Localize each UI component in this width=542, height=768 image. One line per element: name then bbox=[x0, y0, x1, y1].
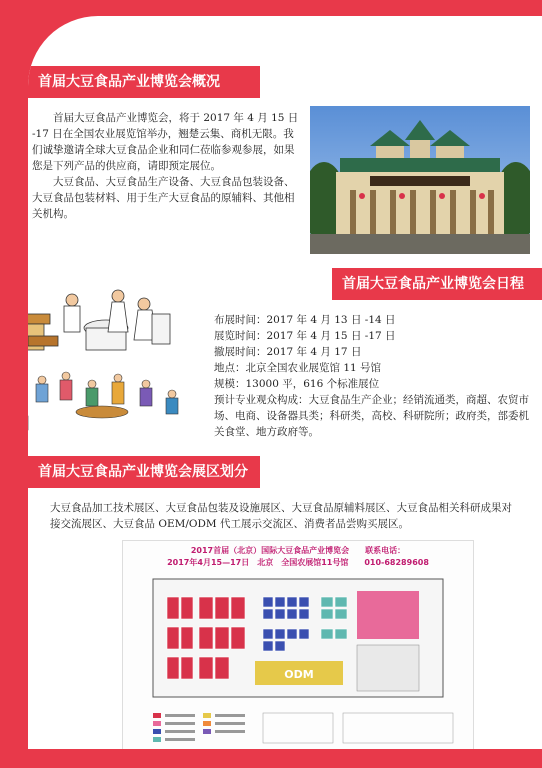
floor-plan-title: 2017首届（北京）国际大豆食品产业博览会 联系电话： bbox=[190, 546, 406, 555]
floor-plan-legend bbox=[153, 713, 453, 743]
schedule-teardown-time: 撤展时间：2017 年 4 月 17 日 bbox=[214, 346, 362, 358]
floor-plan-subtitle: 2017年4月15—17日 北京 全国农展馆11号馆 010-68289608 bbox=[167, 558, 429, 567]
schedule-exhibition-time: 展览时间：2017 年 4 月 15 日 -17 日 bbox=[214, 330, 396, 342]
overview-heading: 首届大豆食品产业博览会概况 bbox=[28, 66, 260, 98]
odm-zone-label: ODM bbox=[284, 668, 314, 681]
schedule-audience: 预计专业观众构成：大豆食品生产企业；经销流通类，商超、农贸市场、电商、设备器具类；科研类，高校、科研院所；政府类，部委机关食堂、地方政府等。 bbox=[214, 394, 529, 438]
tofu-making-illustration bbox=[28, 284, 192, 439]
overview-paragraph-2: 大豆食品、大豆食品生产设备、大豆食品包装设备、大豆食品包装材料、用于生产大豆食品的原辅料、其他相关机构。 bbox=[32, 176, 295, 220]
zones-heading: 首届大豆食品产业博览会展区划分 bbox=[28, 456, 260, 488]
zones-paragraph: 大豆食品加工技术展区、大豆食品包装及设施展区、大豆食品原辅料展区、大豆食品相关科研成果对接交流展区、大豆食品 OEM/ODM 代工展示交流区、消费者品尝购买展区。 bbox=[50, 502, 512, 530]
schedule-setup-time: 布展时间：2017 年 4 月 13 日 -14 日 bbox=[214, 314, 396, 326]
exhibition-hall-photo bbox=[310, 106, 530, 254]
schedule-heading: 首届大豆食品产业博览会日程 bbox=[332, 268, 542, 300]
schedule-location: 地点：北京全国农业展览馆 11 号馆 bbox=[214, 362, 382, 374]
schedule-list bbox=[214, 312, 530, 440]
page-sheet bbox=[28, 16, 542, 749]
overview-paragraph-1: 首届大豆食品产业博览会，将于 2017 年 4 月 15 日 -17 日在全国农业展览馆举办，翘楚云集、商机无限。我们诚挚邀请全球大豆食品企业和同仁莅临参观参展，如果您是下列产品的供应商，请即预定展位。 bbox=[32, 112, 299, 172]
floor-plan-map bbox=[123, 541, 473, 749]
floor-plan bbox=[122, 540, 474, 749]
schedule-scale: 规模：13000 平，616 个标准展位 bbox=[214, 378, 380, 390]
